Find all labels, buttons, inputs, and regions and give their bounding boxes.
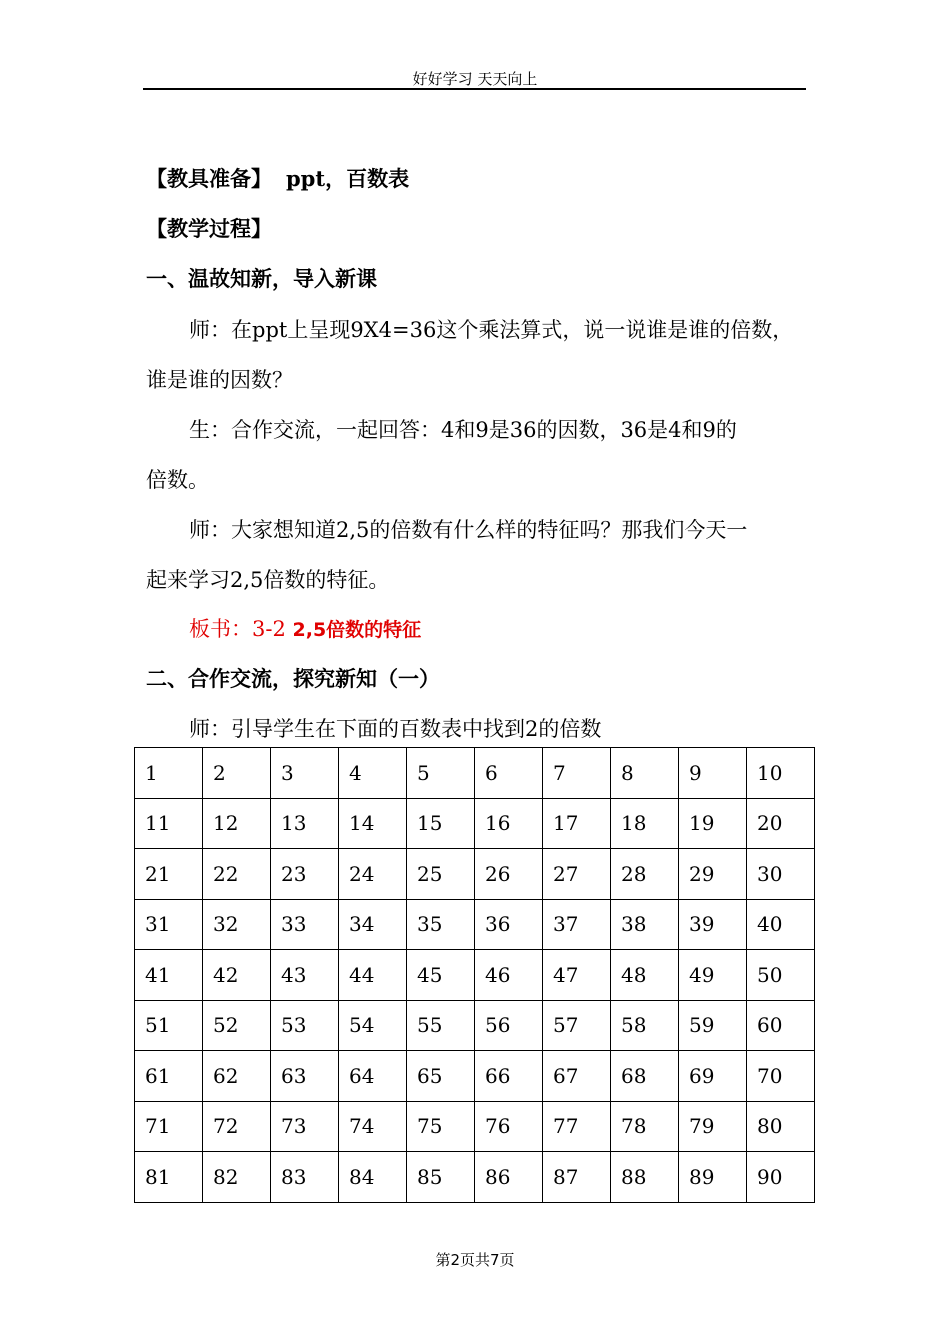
table-cell: 39 — [679, 899, 747, 950]
tools-line — [146, 163, 409, 193]
table-cell: 49 — [679, 950, 747, 1001]
table-cell: 28 — [611, 849, 679, 900]
section-two-title: 二、合作交流，探究新知（一） — [146, 666, 440, 691]
table-cell: 33 — [271, 899, 339, 950]
table-cell: 40 — [747, 899, 815, 950]
table-cell: 70 — [747, 1051, 815, 1102]
paragraph-2-line-1: 生：合作交流，一起回答：4和9是36的因数，36是4和9的 — [189, 418, 737, 442]
table-cell: 56 — [475, 1000, 543, 1051]
process-heading: 【教学过程】 — [146, 216, 272, 241]
table-cell: 63 — [271, 1051, 339, 1102]
table-cell: 19 — [679, 798, 747, 849]
paragraph-4-line-1: 师：引导学生在下面的百数表中找到2的倍数 — [189, 717, 602, 741]
table-cell: 59 — [679, 1000, 747, 1051]
table-cell: 60 — [747, 1000, 815, 1051]
table-cell: 79 — [679, 1101, 747, 1152]
table-cell: 3 — [271, 748, 339, 799]
table-cell: 55 — [407, 1000, 475, 1051]
table-cell: 80 — [747, 1101, 815, 1152]
table-row — [135, 798, 815, 849]
hundred-chart-table — [134, 747, 815, 1203]
table-cell: 25 — [407, 849, 475, 900]
table-cell: 62 — [203, 1051, 271, 1102]
table-cell: 14 — [339, 798, 407, 849]
table-cell: 53 — [271, 1000, 339, 1051]
table-row — [135, 950, 815, 1001]
table-cell: 13 — [271, 798, 339, 849]
table-cell: 17 — [543, 798, 611, 849]
table-cell: 16 — [475, 798, 543, 849]
table-cell: 77 — [543, 1101, 611, 1152]
table-cell: 76 — [475, 1101, 543, 1152]
table-cell: 22 — [203, 849, 271, 900]
paragraph-1-line-2: 谁是谁的因数？ — [146, 368, 293, 392]
table-cell: 44 — [339, 950, 407, 1001]
table-row — [135, 899, 815, 950]
table-cell: 58 — [611, 1000, 679, 1051]
paragraph-2-line-2: 倍数。 — [146, 468, 209, 492]
table-cell: 43 — [271, 950, 339, 1001]
paragraph-3-line-2: 起来学习2,5倍数的特征。 — [146, 568, 390, 592]
table-cell: 86 — [475, 1152, 543, 1203]
header-divider — [143, 88, 806, 90]
table-cell: 7 — [543, 748, 611, 799]
table-cell: 10 — [747, 748, 815, 799]
table-cell: 23 — [271, 849, 339, 900]
table-cell: 57 — [543, 1000, 611, 1051]
table-cell: 1 — [135, 748, 203, 799]
table-cell: 42 — [203, 950, 271, 1001]
table-row — [135, 748, 815, 799]
table-cell: 20 — [747, 798, 815, 849]
table-cell: 78 — [611, 1101, 679, 1152]
table-cell: 82 — [203, 1152, 271, 1203]
table-row — [135, 1101, 815, 1152]
table-cell: 69 — [679, 1051, 747, 1102]
table-cell: 37 — [543, 899, 611, 950]
table-cell: 15 — [407, 798, 475, 849]
table-cell: 34 — [339, 899, 407, 950]
table-cell: 21 — [135, 849, 203, 900]
table-cell: 52 — [203, 1000, 271, 1051]
board-title: 2,5倍数的特征 — [292, 619, 422, 641]
table-row — [135, 1051, 815, 1102]
table-cell: 50 — [747, 950, 815, 1001]
table-cell: 71 — [135, 1101, 203, 1152]
table-cell: 87 — [543, 1152, 611, 1203]
table-cell: 8 — [611, 748, 679, 799]
tools-content: ppt，百数表 — [286, 166, 410, 191]
table-cell: 65 — [407, 1051, 475, 1102]
paragraph-1-line-1: 师：在ppt上呈现9X4=36这个乘法算式，说一说谁是谁的倍数， — [189, 318, 794, 342]
table-cell: 24 — [339, 849, 407, 900]
table-cell: 68 — [611, 1051, 679, 1102]
table-cell: 26 — [475, 849, 543, 900]
table-cell: 89 — [679, 1152, 747, 1203]
tools-label: 【教具准备】 — [146, 166, 272, 191]
table-cell: 38 — [611, 899, 679, 950]
table-cell: 30 — [747, 849, 815, 900]
table-cell: 61 — [135, 1051, 203, 1102]
table-cell: 83 — [271, 1152, 339, 1203]
table-cell: 5 — [407, 748, 475, 799]
page-footer: 第2页共7页 — [435, 1251, 515, 1269]
table-cell: 73 — [271, 1101, 339, 1152]
board-prefix: 板书：3-2 — [189, 617, 293, 641]
table-cell: 46 — [475, 950, 543, 1001]
table-cell: 6 — [475, 748, 543, 799]
table-cell: 41 — [135, 950, 203, 1001]
table-cell: 74 — [339, 1101, 407, 1152]
table-cell: 88 — [611, 1152, 679, 1203]
table-cell: 27 — [543, 849, 611, 900]
table-cell: 47 — [543, 950, 611, 1001]
table-row — [135, 849, 815, 900]
page-header: 好好学习 天天向上 — [412, 70, 538, 88]
table-cell: 9 — [679, 748, 747, 799]
table-cell: 85 — [407, 1152, 475, 1203]
section-one-title: 一、温故知新，导入新课 — [146, 266, 377, 291]
table-cell: 81 — [135, 1152, 203, 1203]
table-row — [135, 1152, 815, 1203]
table-cell: 36 — [475, 899, 543, 950]
table-cell: 84 — [339, 1152, 407, 1203]
table-cell: 18 — [611, 798, 679, 849]
table-cell: 67 — [543, 1051, 611, 1102]
table-cell: 31 — [135, 899, 203, 950]
table-cell: 45 — [407, 950, 475, 1001]
table-cell: 29 — [679, 849, 747, 900]
table-cell: 2 — [203, 748, 271, 799]
table-cell: 48 — [611, 950, 679, 1001]
table-cell: 35 — [407, 899, 475, 950]
table-cell: 11 — [135, 798, 203, 849]
table-cell: 32 — [203, 899, 271, 950]
table-cell: 4 — [339, 748, 407, 799]
table-cell: 54 — [339, 1000, 407, 1051]
table-cell: 72 — [203, 1101, 271, 1152]
paragraph-3-line-1: 师：大家想知道2,5的倍数有什么样的特征吗？那我们今天一 — [189, 518, 748, 542]
table-cell: 12 — [203, 798, 271, 849]
table-cell: 66 — [475, 1051, 543, 1102]
table-cell: 64 — [339, 1051, 407, 1102]
board-note — [189, 613, 421, 643]
table-cell: 51 — [135, 1000, 203, 1051]
table-row — [135, 1000, 815, 1051]
table-cell: 90 — [747, 1152, 815, 1203]
table-cell: 75 — [407, 1101, 475, 1152]
